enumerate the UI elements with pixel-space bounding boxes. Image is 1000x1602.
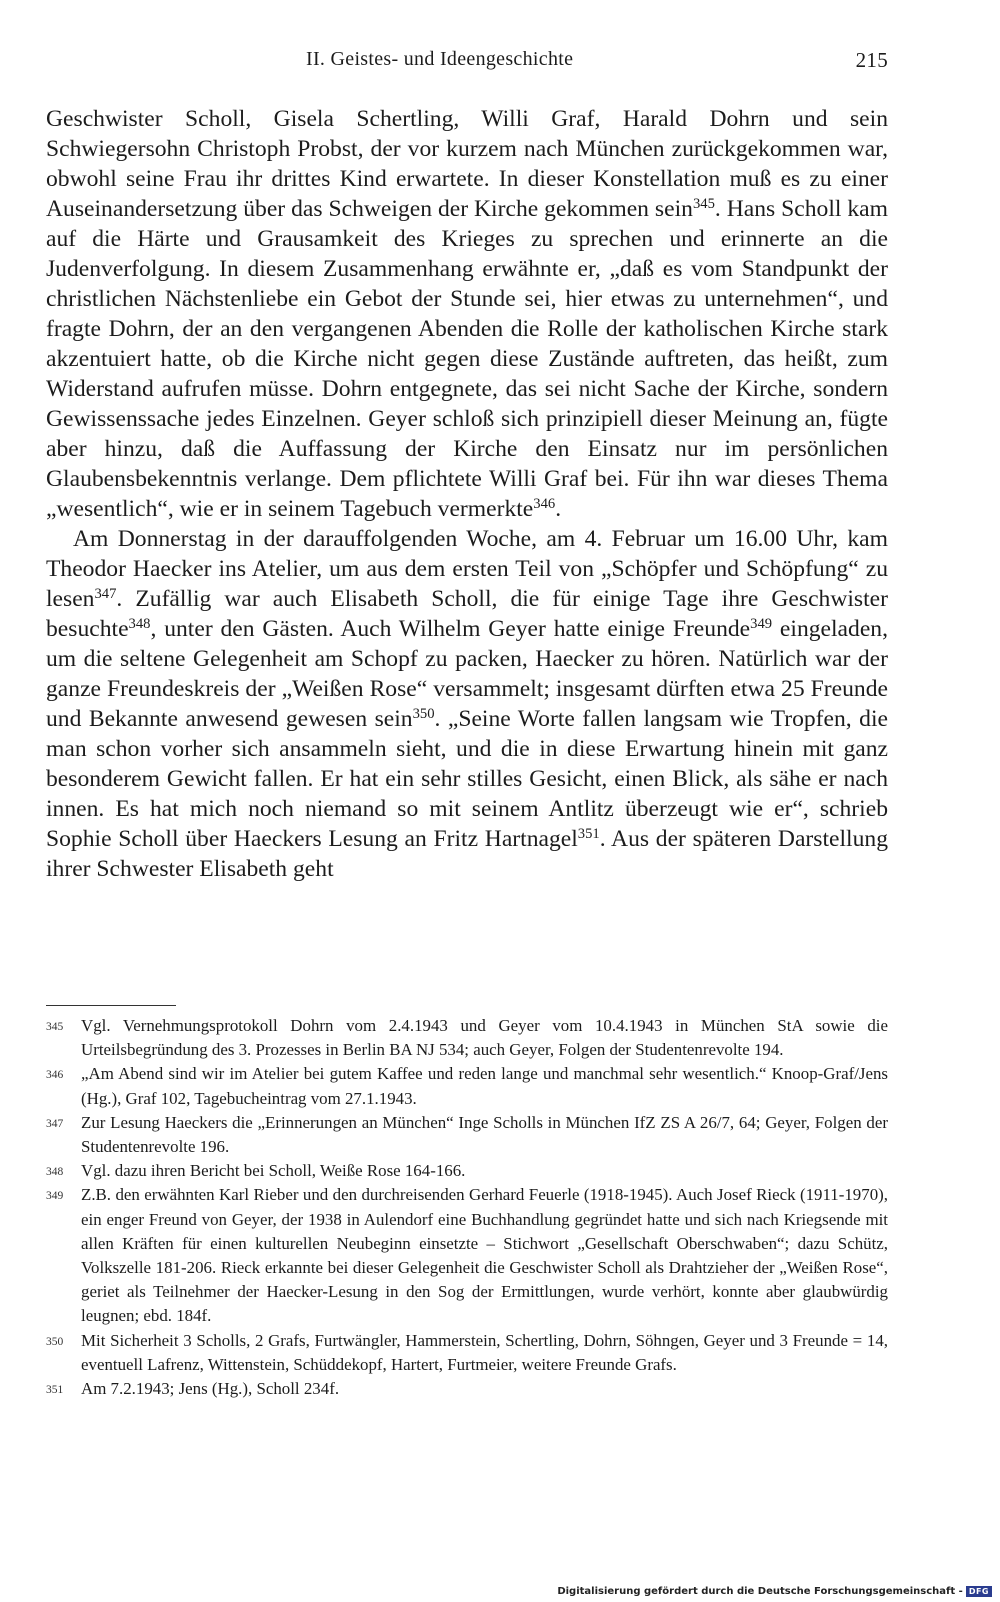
- footnote-ref: 348: [128, 615, 151, 632]
- text-run: Geschwister Scholl, Gisela Schertling, Willi Graf, Harald Dohrn und sein Schwiegersohn Christoph Probst, der vor kurzem nach München zurückgekommen war, obwohl seine Frau ihr drittes Kind erwartete. In dieser Konstellation muß es zu einer Auseinandersetzung über das Schweigen der Kirche gekommen sein: [46, 106, 888, 222]
- footnote-ref: 349: [750, 615, 773, 632]
- footnote-347: [46, 1111, 888, 1159]
- footnote-number: 347: [46, 1117, 64, 1130]
- footnote-text: „Am Abend sind wir im Atelier bei gutem Kaffee und reden lange und manchmal sehr wesentlich.“ Knoop-Graf/Jens (Hg.), Graf 102, Tagebucheintrag vom 27.1.1943.: [81, 1064, 888, 1108]
- footnote-number: 350: [46, 1335, 64, 1348]
- footnote-350: [46, 1329, 888, 1377]
- footnote-text: Am 7.2.1943; Jens (Hg.), Scholl 234f.: [81, 1379, 340, 1399]
- footnote-number: 349: [46, 1190, 64, 1203]
- footnote-ref: 350: [412, 705, 435, 722]
- footnote-ref: 347: [94, 585, 117, 602]
- text-run: Am Donnerstag in der darauffolgenden Woche, am 4. Februar um 16.00 Uhr, kam Theodor Haecker ins Atelier, um aus dem ersten Teil von „Schöpfer und Schöpfung“ zu lesen: [46, 526, 888, 612]
- page-number: 215: [855, 48, 888, 72]
- footnote-text: Vgl. dazu ihren Bericht bei Scholl, Weiße Rose 164-166.: [81, 1161, 466, 1181]
- footnote-ref: 346: [533, 495, 556, 512]
- footnote-number: 345: [46, 1021, 64, 1033]
- footnote-ref: 351: [577, 825, 600, 842]
- footnote-ref: 345: [692, 195, 715, 212]
- footnote-number: 346: [46, 1069, 64, 1082]
- credit-text: Digitalisierung gefördert durch die Deutsche Forschungsgemeinschaft -: [557, 1586, 963, 1597]
- footnote-text: Z.B. den erwähnten Karl Rieber und den durchreisenden Gerhard Feuerle (1918-1945). Auch Josef Rieck (1911-1970), ein enger Freund von Geyer, der 1938 in Aulendorf eine Buchhandlung gegründet hatte und sich nach Kriegsende mit allen Kräften für einen kulturellen Neubeginn einsetzte – Stichwort „Gesellschaft Oberschwaben“; dazu Schütz, Volkszelle 181-206. Rieck erkannte bei dieser Gelegenheit die Geschwister Scholl als Drahtzieher der „Weißen Rose“, geriet als Teilnehmer der Haecker-Lesung in den Sog der Ermittlungen, wurde verhört, konnte aber glaubwürdig leugnen; ebd. 184f.: [81, 1185, 888, 1326]
- text-run: . Aus der späteren Darstellung ihrer Schwester Elisabeth geht: [46, 826, 888, 882]
- text-run: . Hans Scholl kam auf die Härte und Grausamkeit des Krieges zu sprechen und erinnerte an die Judenverfolgung. In diesem Zusammenhang erwähnte er, „daß es vom Standpunkt der christlichen Nächstenliebe ein Gebot der Stunde sei, hier etwas zu unternehmen“, und fragte Dohrn, der an den vergangenen Abenden die Rolle der katholischen Kirche stark akzentuiert hatte, ob die Kirche nicht gegen diese Zustände auftreten, das heißt, zum Widerstand aufrufen müsse. Dohrn entgegnete, das sei nicht Sache der Kirche, sondern Gewissenssache jedes Einzelnen. Geyer schloß sich prinzipiell dieser Meinung an, fügte aber hinzu, daß die Auffassung der Kirche den Einsatz nur im persönlichen Glaubensbekenntnis verlange. Dem pflichtete Willi Graf bei. Für ihn war dieses Thema „wesentlich“, wie er in seinem Tagebuch vermerkte: [46, 196, 888, 522]
- paragraph-1: [46, 104, 888, 524]
- footnote-number: 351: [46, 1384, 64, 1397]
- footnote-text: Mit Sicherheit 3 Scholls, 2 Grafs, Furtwängler, Hammerstein, Schertling, Dohrn, Söhngen, Geyer und 3 Freunde = 14, eventuell Lafrenz, Wittenstein, Schüddekopf, Hartert, Furtmeier, weitere Freunde Grafs.: [81, 1330, 888, 1374]
- footnote-rule: [46, 1005, 176, 1006]
- footnote-text: Zur Lesung Haeckers die „Erinnerungen an München“ Inge Scholls in München IfZ ZS A 26/7, 64; Geyer, Folgen der Studentenrevolte 196.: [81, 1112, 888, 1157]
- footnote-345: [46, 1014, 888, 1062]
- footnotes: [46, 1014, 888, 1401]
- text-run: eingeladen, um die seltene Gelegenheit am Schopf zu packen, Haecker zu hören. Natürlich war der ganze Freundeskreis der „Weißen Rose“ versammelt; insgesamt dürften etwa 25 Freunde und Bekannte anwesend gewesen sein: [46, 616, 888, 732]
- footnote-351: [46, 1377, 888, 1401]
- running-head: [46, 48, 888, 78]
- text-run: , unter den Gästen. Auch Wilhelm Geyer hatte einige Freunde: [150, 616, 751, 642]
- running-title: II. Geistes- und Ideengeschichte: [306, 48, 574, 70]
- main-text: [46, 104, 888, 884]
- text-run: . Zufällig war auch Elisabeth Scholl, die für einige Tage ihre Geschwister besuchte: [46, 586, 888, 642]
- footnote-349: [46, 1183, 888, 1328]
- footnote-348: [46, 1159, 888, 1183]
- footnote-text: Vgl. Vernehmungsprotokoll Dohrn vom 2.4.1943 und Geyer vom 10.4.1943 in München StA sowie die Urteilsbegründung des 3. Prozesses in Berlin BA NJ 534; auch Geyer, Folgen der Studentenrevolte 194.: [81, 1016, 888, 1060]
- footnote-number: 348: [46, 1166, 64, 1179]
- text-run: .: [555, 496, 562, 522]
- dfg-logo: DFG: [966, 1586, 992, 1597]
- text-run: . „Seine Worte fallen langsam wie Tropfen, die man schon vorher sich ansammeln sieht, und die in diese Erwartung hinein mit ganz besonderem Gewicht fallen. Er hat ein sehr stilles Gesicht, einen Blick, als sähe er nach innen. Es hat mich noch niemand so mit seinem Antlitz überzeugt wie er“, schrieb Sophie Scholl über Haeckers Lesung an Fritz Hartnagel: [46, 706, 888, 852]
- paragraph-2: [46, 524, 888, 884]
- footnote-346: [46, 1062, 888, 1110]
- digitization-credit: [557, 1586, 992, 1597]
